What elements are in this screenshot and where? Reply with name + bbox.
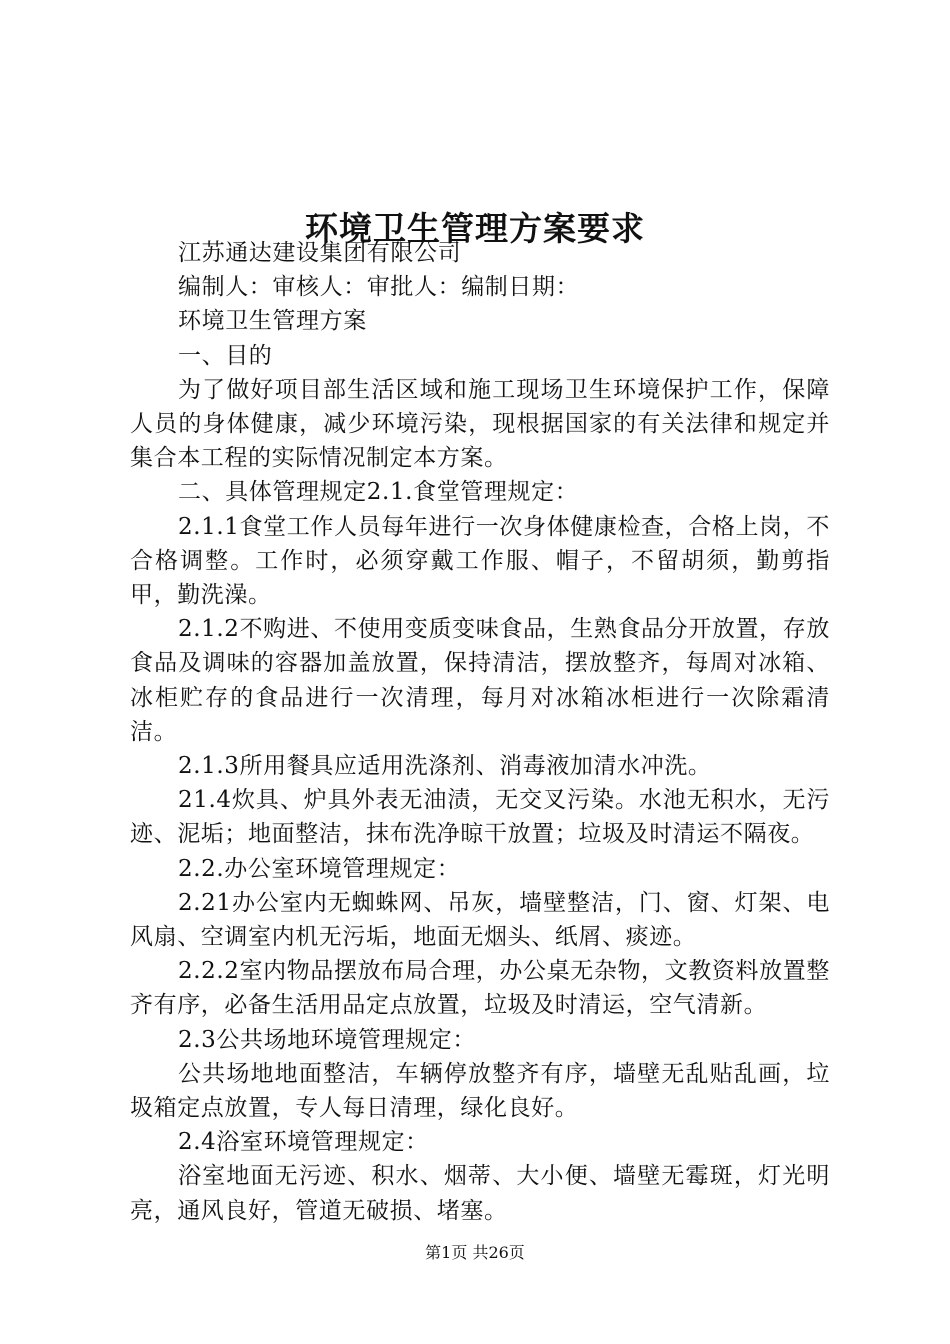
paragraph-rule-2-2-1: 2.21办公室内无蜘蛛网、吊灰，墙壁整洁，门、窗、灯架、电风扇、空调室内机无污垢，地面无烟头、纸屑、痰迹。 (130, 889, 830, 951)
paragraph-plan-name: 环境卫生管理方案 (178, 308, 367, 335)
paragraph-company: 江苏通达建设集团有限公司 (178, 240, 462, 266)
paragraph-section-purpose: 一、目的 (178, 342, 273, 369)
paragraph-rule-2-1-4: 21.4炊具、炉具外表无油渍，无交叉污染。水池无积水，无污迹、泥垢；地面整洁，抹布洗净晾干放置；垃圾及时清运不隔夜。 (130, 787, 830, 848)
paragraph-bathroom-text: 浴室地面无污迹、积水、烟蒂、大小便、墙壁无霉斑，灯光明亮，通风良好，管道无破损、堵塞。 (130, 1163, 830, 1224)
paragraph-section-office: 2.2.办公室环境管理规定： (178, 855, 461, 882)
page-footer: 第1页 共26页 (425, 1243, 525, 1262)
document-body (130, 236, 830, 1228)
paragraph-rule-2-1-3: 2.1.3所用餐具应适用洗涤剂、消毒液加清水冲洗。 (178, 753, 712, 780)
paragraph-rule-2-2-2: 2.2.2室内物品摆放布局合理，办公桌无杂物，文教资料放置整齐有序，必备生活用品定点放置，垃圾及时清运，空气清新。 (130, 958, 830, 1019)
paragraph-rule-2-1-1: 2.1.1食堂工作人员每年进行一次身体健康检查，合格上岗，不合格调整。工作时，必须穿戴工作服、帽子，不留胡须，勤剪指甲，勤洗澡。 (130, 513, 830, 609)
paragraph-section-rules: 二、具体管理规定2.1.食堂管理规定： (178, 479, 579, 506)
paragraph-authors: 编制人：审核人：审批人：编制日期： (178, 274, 580, 301)
paragraph-rule-2-1-2: 2.1.2不购进、不使用变质变味食品，生熟食品分开放置，存放食品及调味的容器加盖放置，保持清洁，摆放整齐，每周对冰箱、冰柜贮存的食品进行一次清理，每月对冰箱冰柜进行一次除霜清洁。 (130, 616, 830, 745)
paragraph-section-bathroom: 2.4浴室环境管理规定： (178, 1129, 429, 1156)
paragraph-section-public: 2.3公共场地环境管理规定： (178, 1026, 476, 1053)
paragraph-public-text: 公共场地地面整洁，车辆停放整齐有序，墙壁无乱贴乱画，垃圾箱定点放置，专人每日清理，绿化良好。 (130, 1060, 830, 1122)
document-title: 环境卫生管理方案要求 (305, 209, 645, 249)
paragraph-purpose-text: 为了做好项目部生活区域和施工现场卫生环境保护工作，保障人员的身体健康，减少环境污染，现根据国家的有关法律和规定并集合本工程的实际情况制定本方案。 (130, 376, 830, 472)
